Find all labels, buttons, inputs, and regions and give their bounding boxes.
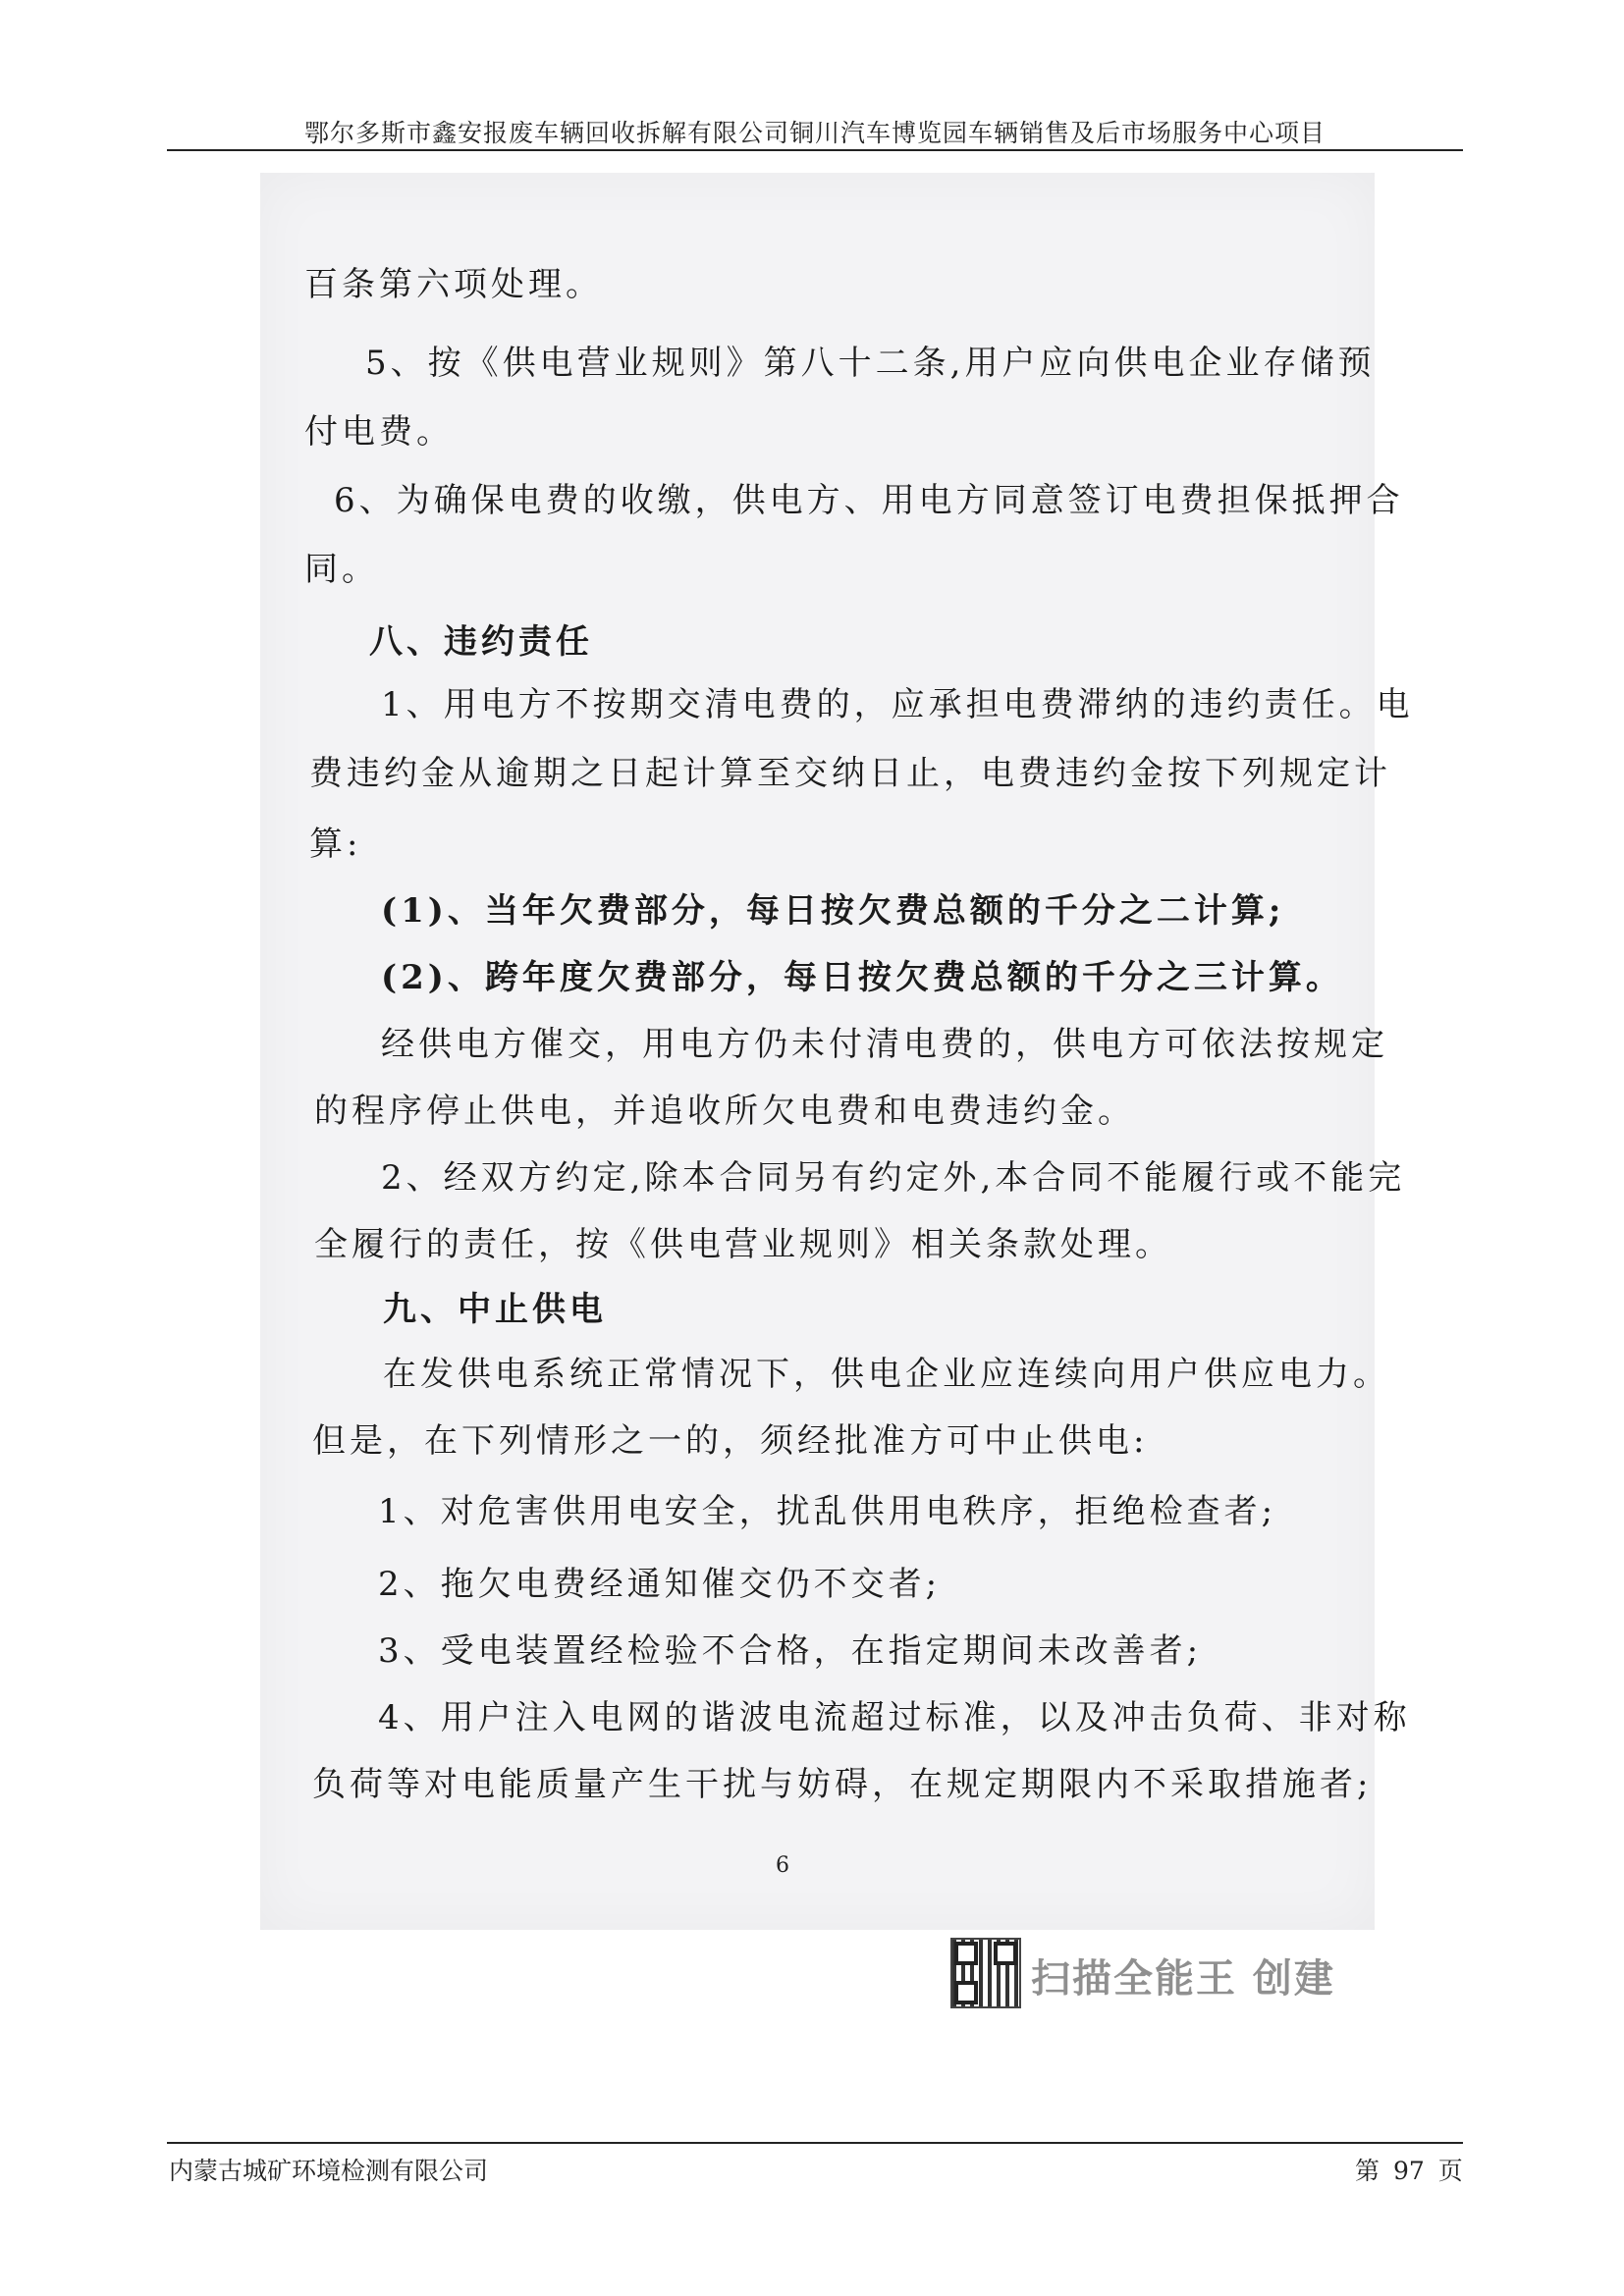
section-heading-breach: 八、违约责任	[369, 622, 593, 662]
header-rule	[167, 149, 1463, 151]
body-line-19: 1、对危害供用电安全，扰乱供用电秩序，拒绝检查者;	[378, 1492, 1277, 1531]
body-line-4: 6、为确保电费的收缴，供电方、用电方同意签订电费担保抵押合	[334, 481, 1404, 520]
body-line-8: 费违约金从逾期之日起计算至交纳日止，电费违约金按下列规定计	[309, 754, 1391, 793]
body-line-13: 的程序停止供电，并追收所欠电费和电费违约金。	[314, 1092, 1135, 1131]
body-line-10: (1)、当年欠费部分，每日按欠费总额的千分之二计算;	[381, 891, 1285, 931]
body-line-3: 付电费。	[304, 412, 454, 452]
body-line-23: 负荷等对电能质量产生干扰与妨碍，在规定期限内不采取措施者;	[312, 1765, 1373, 1804]
body-line-7: 1、用电方不按期交清电费的，应承担电费滞纳的违约责任。电	[381, 685, 1414, 724]
body-line-1: 百条第六项处理。	[304, 265, 603, 304]
section-heading-suspension: 九、中止供电	[383, 1290, 607, 1329]
document-header: 鄂尔多斯市鑫安报废车辆回收拆解有限公司铜川汽车博览园车辆销售及后市场服务中心项目	[303, 119, 1326, 147]
body-line-15: 全履行的责任，按《供电营业规则》相关条款处理。	[314, 1225, 1172, 1264]
body-line-18: 但是，在下列情形之一的，须经批准方可中止供电:	[312, 1421, 1149, 1461]
body-line-9: 算:	[309, 825, 362, 864]
scanned-page-number: 6	[776, 1853, 789, 1878]
body-line-12: 经供电方催交，用电方仍未付清电费的，供电方可依法按规定	[381, 1025, 1388, 1064]
body-line-17: 在发供电系统正常情况下，供电企业应连续向用户供应电力。	[383, 1355, 1390, 1394]
body-line-14: 2、经双方约定,除本合同另有约定外,本合同不能履行或不能完	[381, 1158, 1406, 1198]
body-line-5: 同。	[304, 550, 379, 589]
scanner-watermark: 扫描全能王 创建	[1031, 1956, 1335, 2002]
body-line-22: 4、用户注入电网的谐波电流超过标准，以及冲击负荷、非对称	[378, 1698, 1411, 1737]
footer-company: 内蒙古城矿环境检测有限公司	[169, 2157, 489, 2185]
body-line-2: 5、按《供电营业规则》第八十二条,用户应向供电企业存储预	[365, 344, 1376, 383]
body-line-20: 2、拖欠电费经通知催交仍不交者;	[378, 1565, 942, 1604]
body-line-21: 3、受电装置经检验不合格，在指定期间未改善者;	[378, 1631, 1203, 1671]
body-line-11: (2)、跨年度欠费部分，每日按欠费总额的千分之三计算。	[381, 958, 1343, 997]
qr-code-icon	[950, 1938, 1021, 2008]
footer-rule	[167, 2142, 1463, 2144]
footer-page-label: 第 97 页	[1355, 2157, 1463, 2185]
